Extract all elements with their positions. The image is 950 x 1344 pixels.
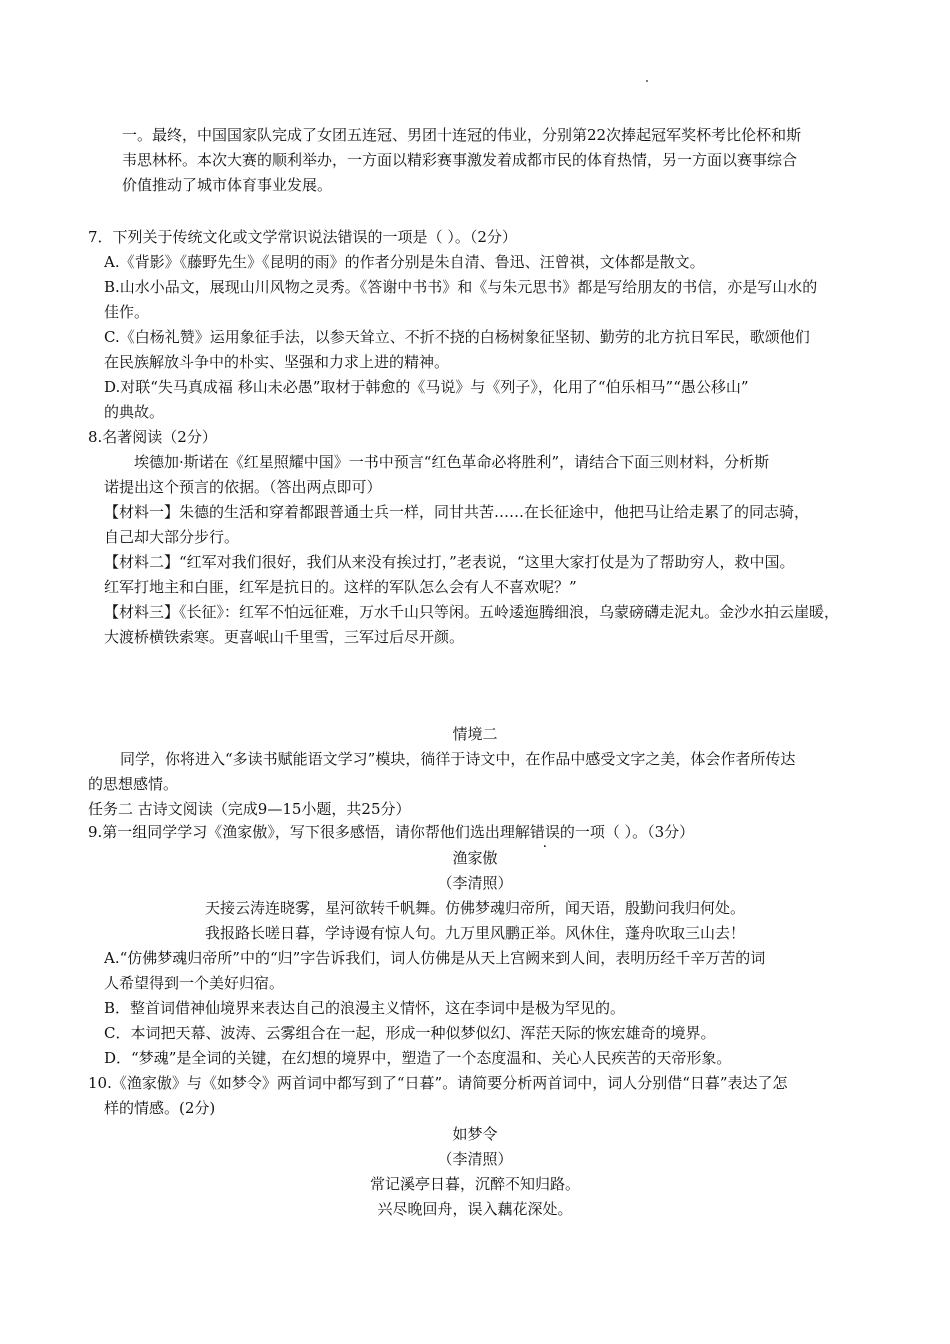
page-dot-mark — [646, 80, 648, 82]
q7-option-d-line-1: D.对联“失马真成福 移山未必愚”取材于韩愈的《马说》与《列子》，化用了“伯乐相马”“愚公移山” — [104, 378, 749, 396]
q10-poem-line-2: 兴尽晚回舟，误入藕花深处。 — [377, 1200, 573, 1218]
q9-poem-line-1: 天接云涛连晓雾，星河欲转千帆舞。仿佛梦魂归帝所，闻天语，殷勤问我归何处。 — [204, 899, 745, 917]
q8-material-1-line-2: 自己却大部分步行。 — [104, 528, 240, 546]
intro-line-3: 价值推动了城市体育事业发展。 — [122, 176, 333, 194]
q8-material-3-line-2: 大渡桥横铁索寒。更喜岷山千里雪，三军过后尽开颜。 — [104, 628, 465, 646]
q9-option-b: B．整首词借神仙境界来表达自己的浪漫主义情怀，这在李词中是极为罕见的。 — [104, 999, 626, 1017]
scene-2-intro-line-1: 同学，你将进入“多读书赋能语文学习”模块，徜徉于诗文中，在作品中感受文字之美，体会作者所传达 — [120, 750, 796, 768]
scene-2-title: 情境二 — [452, 725, 498, 743]
scene-2-intro-line-2: 的思想感情。 — [88, 775, 179, 793]
q10-poem-author: （李清照） — [437, 1150, 513, 1168]
q7-option-a: A.《背影》《藤野先生》《昆明的雨》的作者分别是朱自清、鲁迅、汪曾祺，文体都是散文。 — [104, 253, 705, 271]
q9-stem — [88, 821, 694, 843]
q9-option-c: C．本词把天幕、波涛、云雾组合在一起，形成一种似梦似幻、浑茫天际的恢宏雄奇的境界。 — [104, 1024, 716, 1042]
q8-material-1-line-1: 【材料一】朱德的生活和穿着都跟普通士兵一样，同甘共苦……在长征途中，他把马让给走累了的同志骑， — [104, 503, 810, 521]
q9-poem-line-2: 我报路长嗟日暮，学诗谩有惊人句。九万里风鹏正举。风休住，蓬舟吹取三山去！ — [204, 924, 745, 942]
task-2-heading: 任务二 古诗文阅读（完成9—15小题，共25分） — [88, 800, 411, 818]
q9-stem-emphasis: 错误 — [529, 823, 560, 841]
q9-stem-pre: 9.第一组同学学习《渔家傲》，写下很多感悟，请你帮他们选出理解 — [88, 823, 530, 841]
q8-prompt-line-2: 诺提出这个预言的依据。（答出两点即可） — [104, 478, 382, 496]
q7-option-b-line-2: 佳作。 — [104, 303, 150, 321]
q8-material-3-line-1: 【材料三】《长征》：红军不怕远征难，万水千山只等闲。五岭逶迤腾细浪，乌蒙磅礴走泥丸。金沙水拍云崖暖， — [104, 603, 840, 621]
q9-poem-author: （李清照） — [437, 874, 513, 892]
q8-prompt-line-1: 埃德加·斯诺在《红星照耀中国》一书中预言“红色革命必将胜利”，请结合下面三则材料，分析斯 — [134, 453, 770, 471]
q9-option-a-line-1: A.“仿佛梦魂归帝所”中的“归”字告诉我们，词人仿佛是从天上宫阙来到人间，表明历经千辛万苦的词 — [104, 949, 766, 967]
q9-stem-post: 的一项（ ）。（3分） — [559, 823, 695, 841]
q7-option-b-line-1: B.山水小品文，展现山川风物之灵秀。《答谢中书书》和《与朱元思书》都是写给朋友的书信，亦是写山水的 — [104, 278, 818, 296]
q7-option-c-line-1: C.《白杨礼赞》运用象征手法，以参天耸立、不折不挠的白杨树象征坚韧、勤劳的北方抗日军民，歌颂他们 — [104, 328, 810, 346]
q10-poem-title: 如梦令 — [452, 1125, 498, 1143]
q10-poem-line-1: 常记溪亭日暮，沉醉不知归路。 — [369, 1175, 580, 1193]
q7-option-c-line-2: 在民族解放斗争中的朴实、坚强和力求上进的精神。 — [104, 353, 450, 371]
q9-poem-title: 渔家傲 — [452, 849, 498, 867]
q10-stem-line-2: 样的情感。(2分) — [104, 1099, 216, 1117]
q9-option-a-line-2: 人希望得到一个美好归宿。 — [104, 974, 285, 992]
q10-stem-line-1: 10.《渔家傲》与《如梦令》两首词中都写到了“日暮”。请简要分析两首词中，词人分别借“日暮”表达了怎 — [88, 1074, 788, 1092]
q7-stem: 7．下列关于传统文化或文学常识说法错误的一项是（ ）。（2分） — [88, 228, 517, 246]
q8-material-2-line-1: 【材料二】“红军对我们很好，我们从来没有挨过打，”老表说，“这里大家打仗是为了帮助穷人，救中国。 — [104, 553, 795, 571]
q9-option-d: D．“梦魂”是全词的关键，在幻想的境界中，塑造了一个态度温和、关心人民疾苦的天帝形象。 — [104, 1049, 732, 1067]
intro-line-1: 一。最终，中国国家队完成了女团五连冠、男团十连冠的伟业，分别第22次捧起冠军奖杯考比伦杯和斯 — [122, 126, 802, 144]
intro-line-2: 韦思林杯。本次大赛的顺利举办，一方面以精彩赛事激发着成都市民的体育热情，另一方面以赛事综合 — [122, 151, 798, 169]
q7-option-d-line-2: 的典故。 — [104, 403, 165, 421]
q8-material-2-line-2: 红军打地主和白匪，红军是抗日的。这样的军队怎么会有人不喜欢呢？” — [104, 578, 577, 596]
q8-stem: 8.名著阅读（2分） — [88, 428, 217, 446]
